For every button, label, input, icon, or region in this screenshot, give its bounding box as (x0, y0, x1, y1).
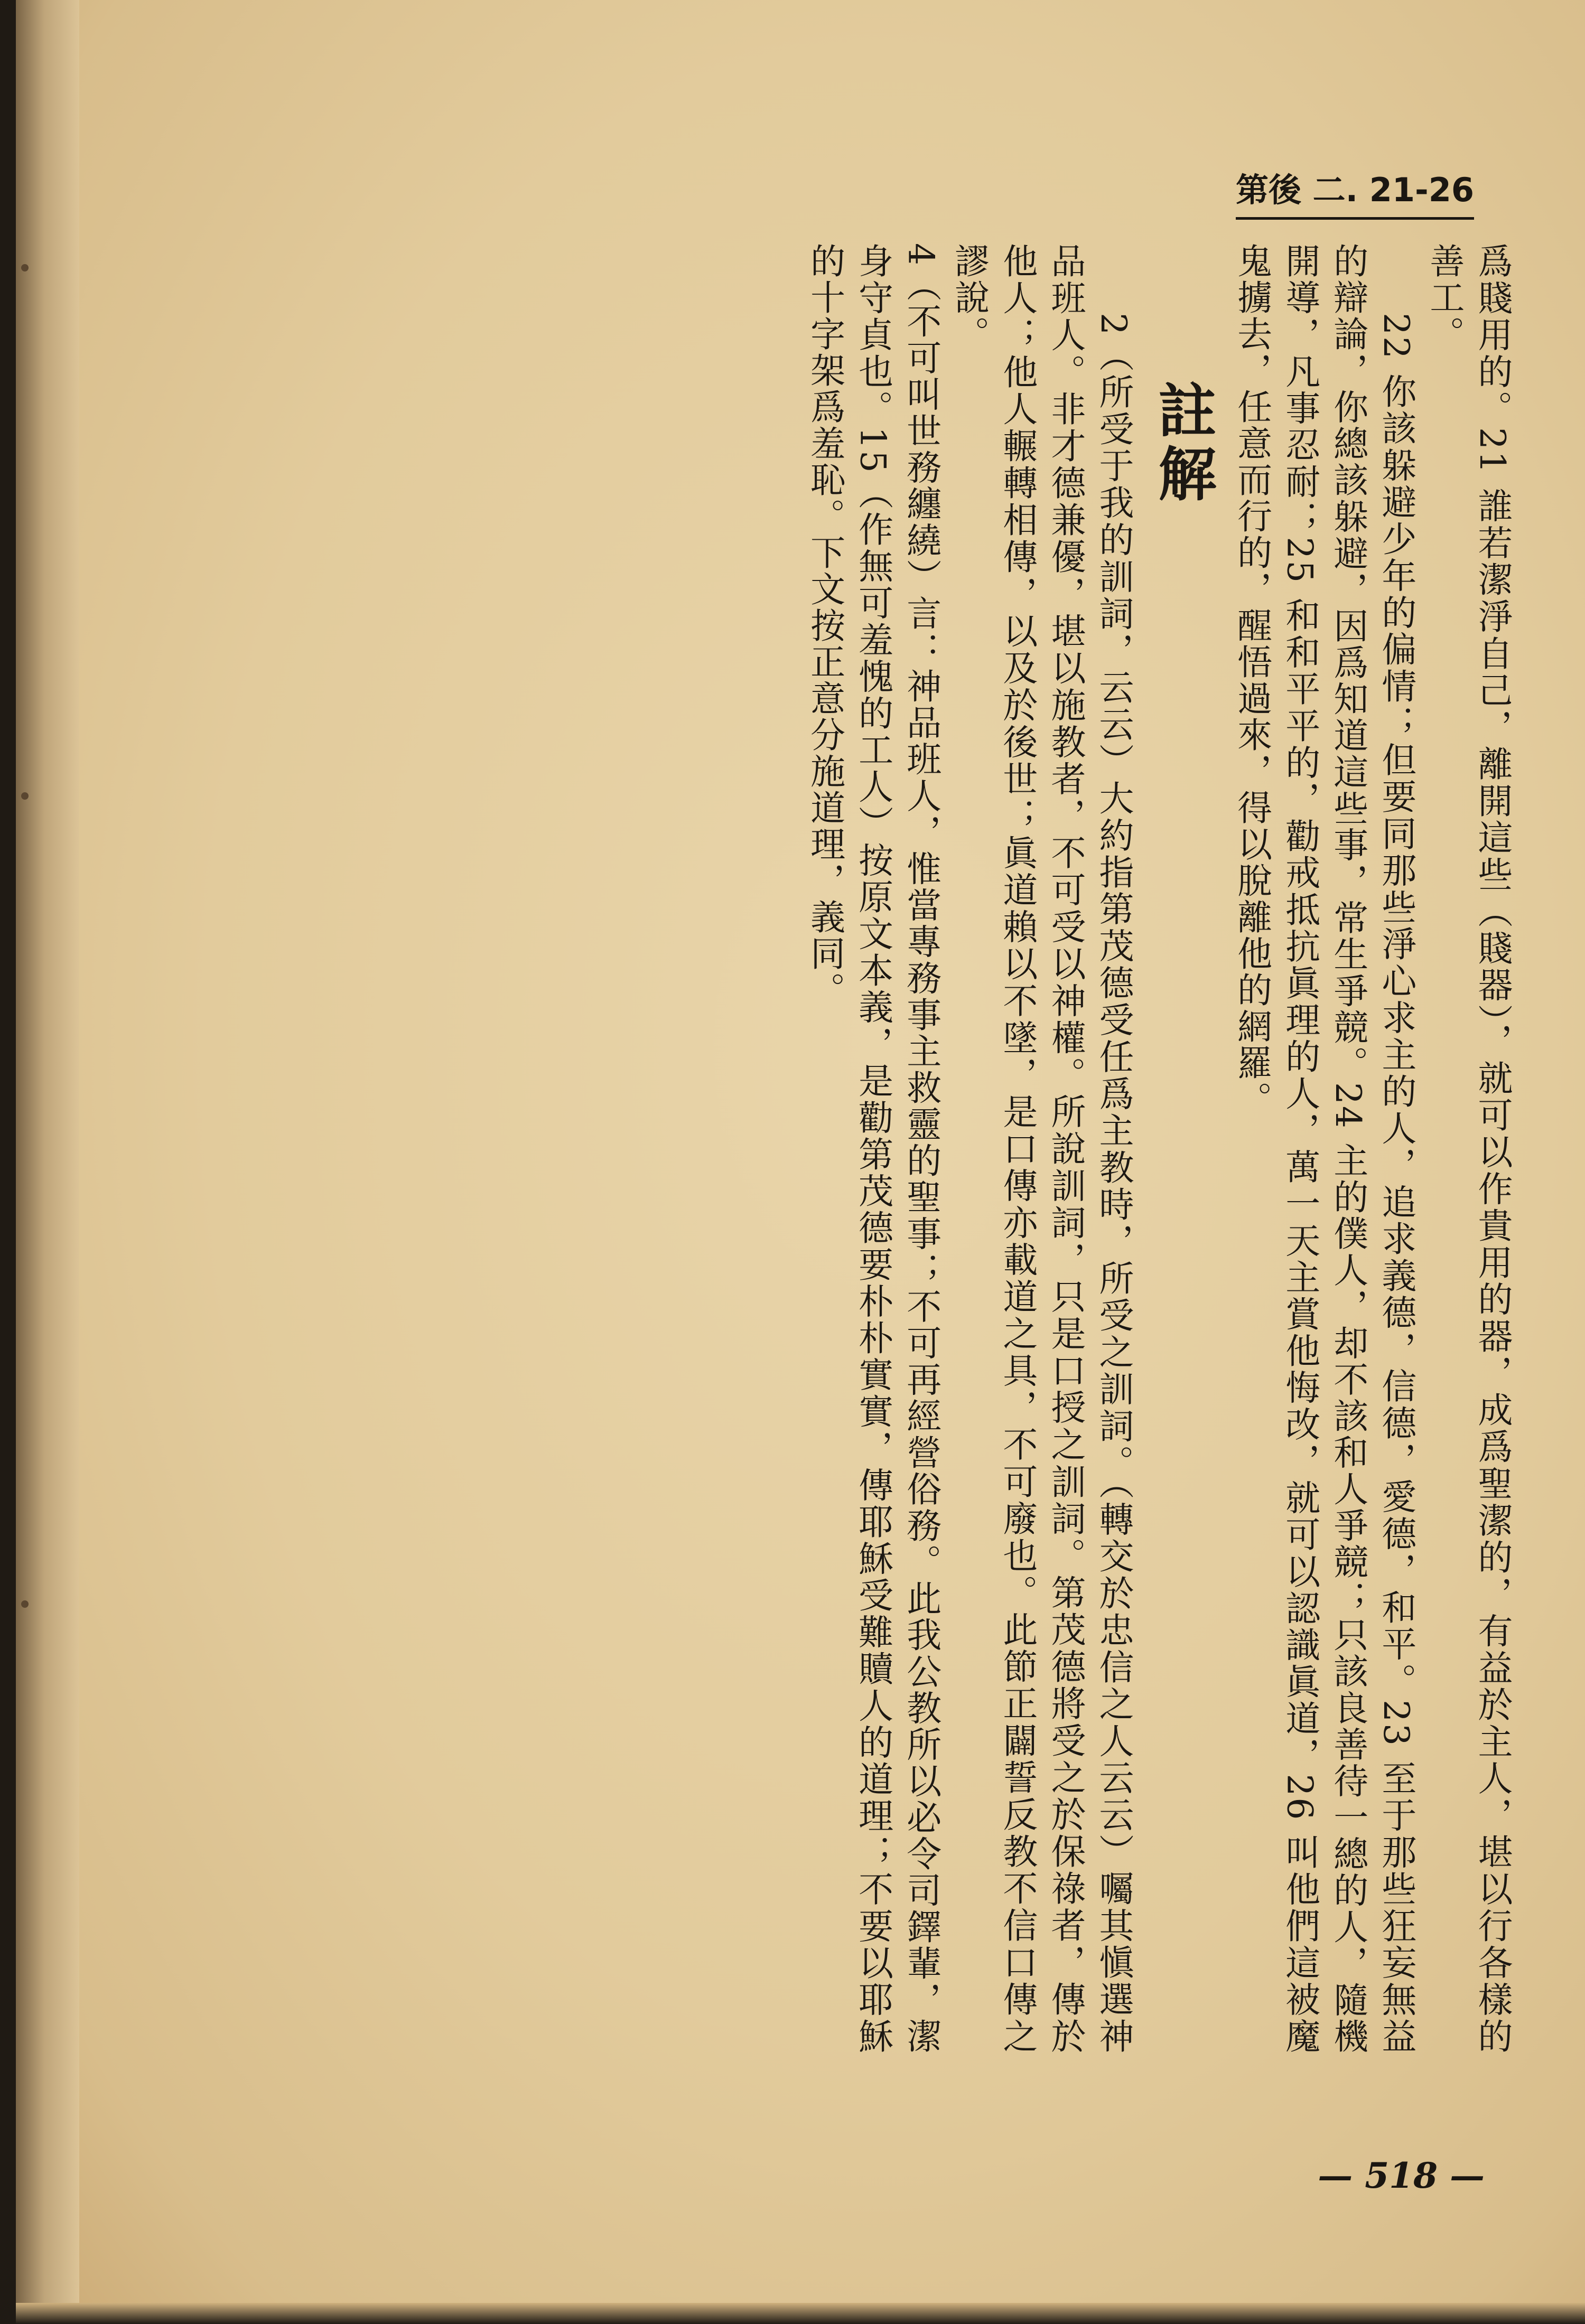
page-gutter (16, 0, 79, 2324)
running-header: 第後 二. 21-26 (1236, 164, 1474, 220)
binding-stitch (21, 264, 29, 271)
text-block (800, 243, 1516, 2055)
body-paragraph-2: 22 你該躲避少年的偏情；但要同那些淨心求主的人，追求義德，信德，愛德，和平。23 至于那些狂妄無益的辯論，你總該躲避，因爲知道這些事，常生爭競。24 主的僕人，却不該和人爭競；只該良善待一總的人，隨機開導，凡事忍耐；25 和和平平的，勸戒抵抗眞理的人，萬一天主賞他悔改，就可以認識眞道，26 叫他們這被魔鬼擄去，任意而行的，醒悟過來，得以脫離他的網羅。 (1231, 243, 1416, 2055)
page-bottom-edge (16, 2303, 1585, 2324)
body-paragraph-1: 爲賤用的。21 誰若潔淨自己，離開這些（賤器），就可以作貴用的器，成爲聖潔的，有益於主人，堪以行各樣的善工。 (1423, 243, 1513, 2055)
page-number: — 518 — (1318, 2155, 1485, 2196)
note-paragraph-1: 2（所受于我的訓詞，云云）大約指第茂德受任爲主教時，所受之訓詞。（轉交於忠信之人云云）囑其愼選神品班人。非才德兼優，堪以施教者，不可受以神權。所說訓詞，只是口授之訓詞。第茂德將受之於保祿者，傳於他人；他人輾轉相傳，以及於後世；眞道賴以不墜，是口傳亦載道之具，不可廢也。此節正闢誓反教不信口傳之謬說。 (948, 243, 1134, 2055)
binding-stitch (21, 1600, 29, 1608)
section-title: 註解 (1149, 380, 1217, 507)
binding-stitch (21, 792, 29, 800)
book-page (16, 0, 1585, 2324)
note-paragraph-2: 4（不可叫世務纏繞）言：神品班人，惟當專務事主救靈的聖事；不可再經營俗務。此我公教所以必令司鐸輩，潔身守貞也。15（作無可羞愧的工人）按原文本義，是勸第茂德要朴朴實實，傳耶穌受難贖人的道理；不要以耶穌的十字架爲羞恥。下文按正意分施道理，義同。 (804, 243, 941, 2055)
